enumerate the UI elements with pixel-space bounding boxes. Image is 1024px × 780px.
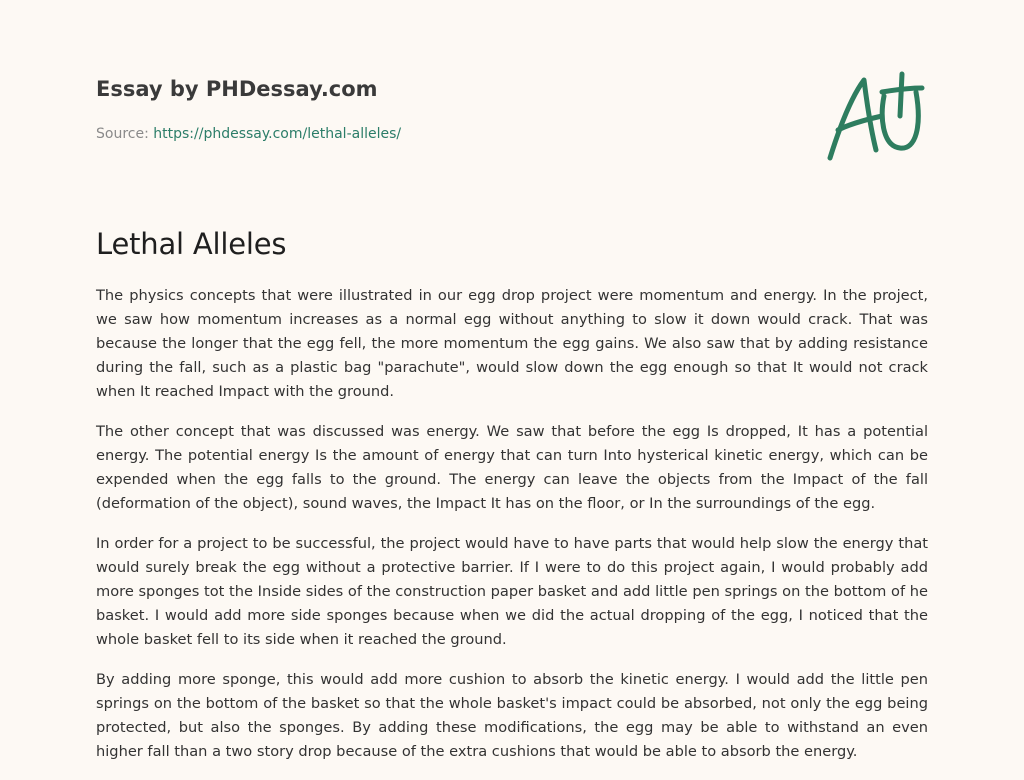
essay-paragraph: By adding more sponge, this would add more cushion to absorb the kinetic energy. I would add the little pen springs on the bottom of the basket so that the whole basket's impact could be absorbed, not only the egg being protected, but also the sponges. By adding these modifications, the egg may be able to withstand an even higher fall than a two story drop because of the extra cushions that would be able to absorb the energy. <box>96 671 928 760</box>
page-header <box>96 74 656 144</box>
essay-paragraph: The physics concepts that were illustrated in our egg drop project were momentum and energy. In the project, we saw how momentum increases as a normal egg without anything to slow it down would crack. That was because the longer that the egg fell, the more momentum the egg gains. We also saw that by adding resistance during the fall, such as a plastic bag "parachute", would slow down the egg enough so that It would not crack when It reached Impact with the ground. <box>96 287 928 400</box>
source-line <box>96 124 656 144</box>
site-title: Essay by PHDessay.com <box>96 77 378 101</box>
essay-paragraph: In order for a project to be successful, the project would have to have parts that would help slow the energy that would surely break the egg without a protective barrier. If I were to do this project again, I would probably add more sponges tot the Inside sides of the construction paper basket and add little pen springs on the bottom of he basket. I would add more side sponges because when we did the actual dropping of the egg, I noticed that the whole basket fell to its side when it reached the ground. <box>96 535 928 648</box>
a-plus-grade-icon <box>820 66 932 166</box>
essay-title: Lethal Alleles <box>96 227 287 261</box>
essay-body <box>96 284 928 780</box>
essay-paragraph: The other concept that was discussed was energy. We saw that before the egg Is dropped, It has a potential energy. The potential energy Is the amount of energy that can turn Into hysterical kinetic energy, which can be expended when the egg falls to the ground. The energy can leave the objects from the Impact of the fall (deformation of the object), sound waves, the Impact It has on the floor, or In the surroundings of the egg. <box>96 423 928 512</box>
source-link[interactable]: https://phdessay.com/lethal-alleles/ <box>153 126 402 142</box>
source-label: Source: <box>96 126 154 142</box>
